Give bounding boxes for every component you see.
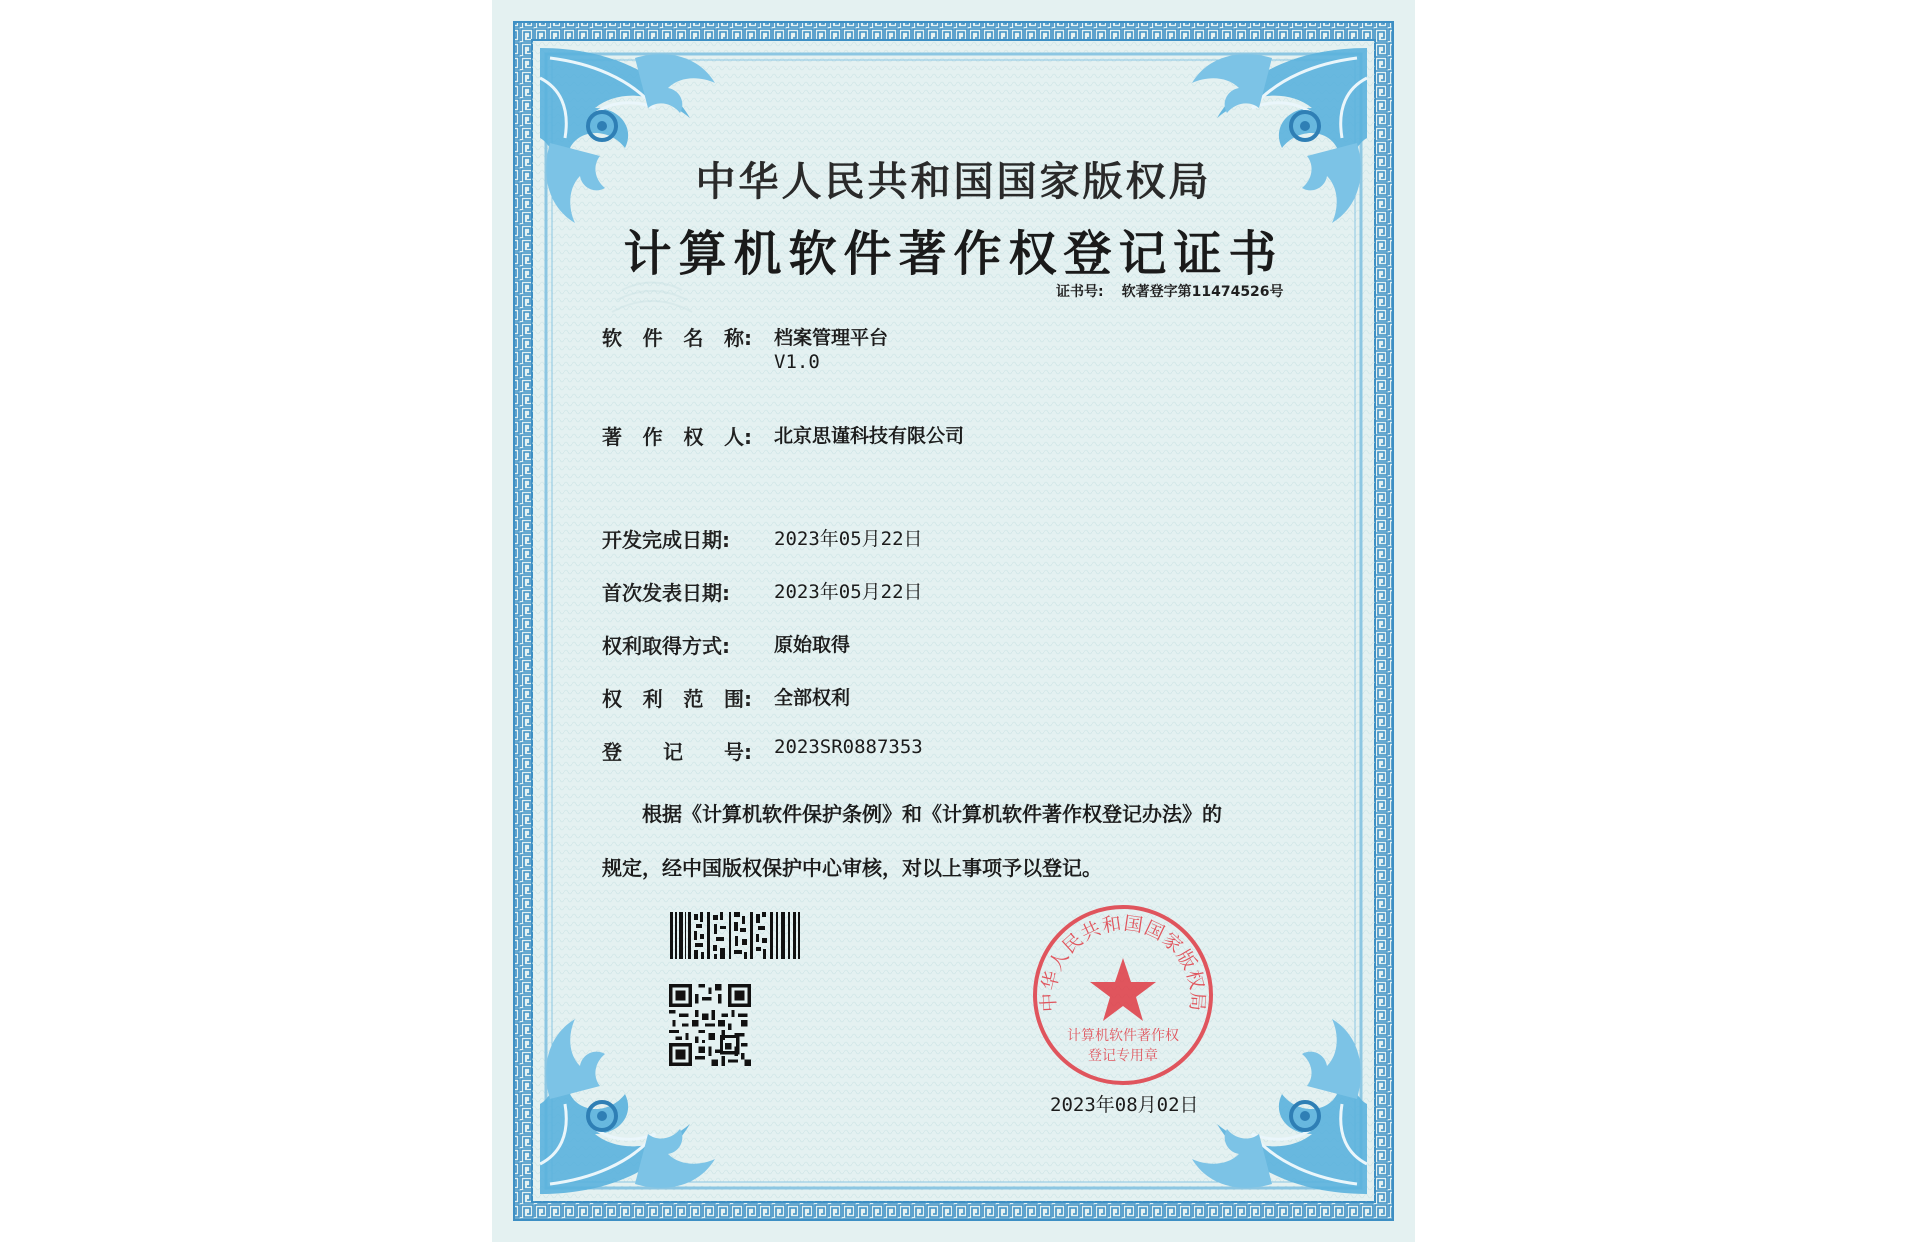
certificate-title: 计算机软件著作权登记证书 [623, 226, 1284, 282]
seal-text-line-1: 计算机软件著作权 [1067, 1028, 1179, 1044]
software-version-value: V1.0 [774, 351, 820, 373]
certificate-number-row [1056, 281, 1284, 301]
statement-line-2: 规定，经中国版权保护中心审核，对以上事项予以登记。 [602, 856, 1102, 880]
qr-code [669, 984, 751, 1066]
registration-number-value: 2023SR0887353 [774, 736, 923, 758]
certificate-number-value: 软著登字第11474526号 [1121, 284, 1284, 300]
barcode [670, 912, 800, 959]
publication-date-value: 2023年05月22日 [774, 581, 923, 603]
copyright-owner-value: 北京思谨科技有限公司 [774, 425, 965, 447]
rights-acquisition-label: 权利取得方式: [602, 634, 730, 658]
software-name-value: 档案管理平台 [774, 327, 889, 349]
official-seal [1028, 900, 1218, 1090]
seal-text-line-2: 登记专用章 [1088, 1048, 1158, 1064]
statement-line-1: 根据《计算机软件保护条例》和《计算机软件著作权登记办法》的 [642, 802, 1222, 826]
seal-ring-text: 中华人民共和国国家版权局 [1037, 912, 1209, 1013]
issuing-authority: 中华人民共和国国家版权局 [695, 159, 1212, 205]
registration-number-label: 登 记 号: [602, 740, 752, 764]
rights-scope-value: 全部权利 [774, 687, 851, 709]
issue-date: 2023年08月02日 [1050, 1094, 1199, 1116]
copyright-owner-label: 著 作 权 人: [602, 425, 752, 449]
publication-date-label: 首次发表日期: [602, 581, 730, 605]
development-date-label: 开发完成日期: [602, 528, 730, 552]
development-date-value: 2023年05月22日 [774, 528, 923, 550]
software-name-label: 软 件 名 称: [602, 326, 752, 350]
certificate-number-label: 证书号: [1056, 284, 1104, 300]
rights-scope-label: 权 利 范 围: [602, 687, 752, 711]
certificate [492, 0, 1415, 1242]
rights-acquisition-value: 原始取得 [774, 634, 851, 656]
